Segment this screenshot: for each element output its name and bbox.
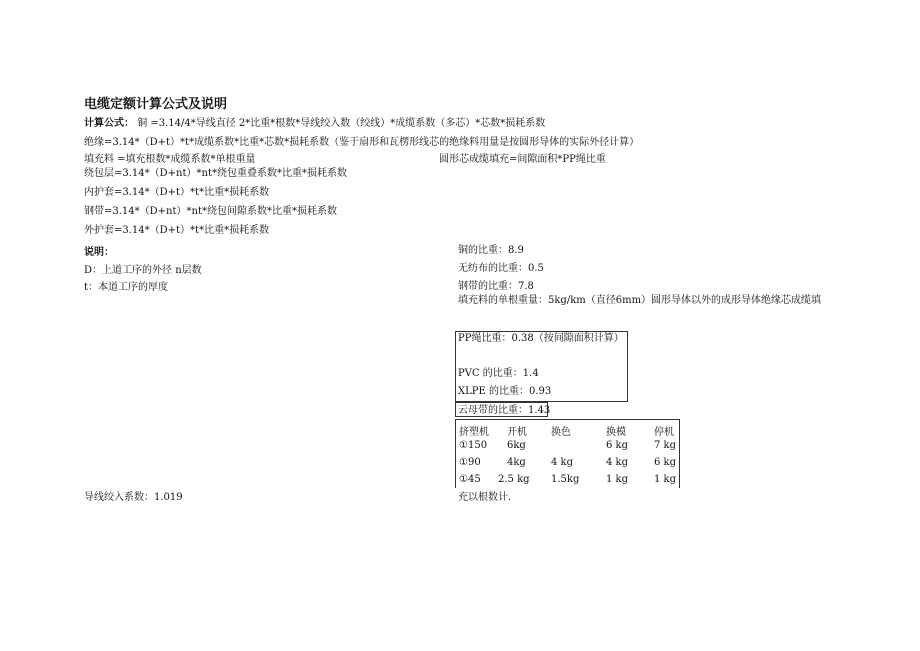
note-d: D：上道工序的外径 n层数 — [84, 265, 202, 276]
table-cell: 4 kg — [551, 457, 574, 468]
extruder-table — [455, 419, 680, 488]
table-cell: 1.5kg — [551, 474, 580, 485]
table-cell: 6 kg — [654, 457, 677, 468]
round-fill-formula: 圆形芯成缆填充=间隙面积*PP绳比重 — [439, 154, 606, 165]
formula-label: 计算公式： — [84, 118, 134, 129]
note-t: t：本道工序的厚度 — [84, 282, 169, 293]
pp-density: PP绳比重：0.38（按间隙面积计算） — [458, 333, 624, 344]
table-header: 换色 — [551, 427, 571, 438]
table-cell: 7 kg — [654, 440, 677, 451]
table-header: 开机 — [507, 427, 527, 438]
filler-weight-note: 填充料的单根重量：5kg/km（直径6mm）圆形导体以外的成形导体绝缘芯成缆填 — [458, 295, 822, 306]
outer-sheath-formula: 外护套=3.14*（D+t）*t*比重*损耗系数 — [84, 225, 270, 236]
table-header: 换模 — [606, 427, 626, 438]
table-cell: 6 kg — [606, 440, 629, 451]
mica-density: 云母带的比重：1.43 — [455, 402, 548, 417]
notes-label: 说明： — [84, 247, 114, 258]
inner-sheath-formula: 内护套=3.14*（D+t）*t*比重*损耗系数 — [84, 187, 270, 198]
insulation-formula: 绝缘=3.14*（D+t）*t*成缆系数*比重*芯数*损耗系数（鉴于扇形和瓦楞形线芯的绝缘料用量是按圆形导体的实际外径计算） — [84, 137, 640, 148]
xlpe-density: XLPE 的比重：0.93 — [458, 386, 552, 397]
table-cell: 2.5 kg — [498, 474, 530, 485]
copper-formula: 铜 =3.14/4*导线直径 2*比重*根数*导线绞入数（绞线）*成缆系数（多芯）*芯数*损耗系数 — [137, 118, 546, 129]
filler-formula: 填充料 =填充根数*成缆系数*单根重量 — [84, 154, 256, 165]
filler-weight-note-tail: 充以根数计. — [458, 492, 512, 503]
density-box — [455, 331, 628, 402]
table-header: 挤塑机 — [459, 427, 489, 438]
copper-density: 铜的比重：8.9 — [458, 245, 524, 256]
document-title: 电缆定额计算公式及说明 — [84, 97, 228, 112]
table-cell: 4kg — [507, 457, 526, 468]
nonwoven-density: 无纺布的比重：0.5 — [458, 263, 544, 274]
table-cell: ①45 — [459, 474, 481, 485]
wrap-formula: 绕包层=3.14*（D+nt）*nt*绕包重叠系数*比重*损耗系数 — [84, 168, 347, 179]
table-cell: 6kg — [507, 440, 526, 451]
pvc-density: PVC 的比重：1.4 — [458, 368, 539, 379]
table-cell: ①150 — [459, 440, 488, 451]
table-cell: 4 kg — [606, 457, 629, 468]
steel-density: 钢带的比重：7.8 — [458, 281, 534, 292]
table-header: 停机 — [654, 427, 674, 438]
table-cell: 1 kg — [654, 474, 677, 485]
table-cell: ①90 — [459, 457, 481, 468]
twist-factor: 导线绞入系数：1.019 — [84, 492, 183, 503]
copper-formula-line — [84, 114, 545, 129]
table-cell: 1 kg — [606, 474, 629, 485]
steel-tape-formula: 钢带=3.14*（D+nt）*nt*绕包间隙系数*比重*损耗系数 — [84, 206, 337, 217]
